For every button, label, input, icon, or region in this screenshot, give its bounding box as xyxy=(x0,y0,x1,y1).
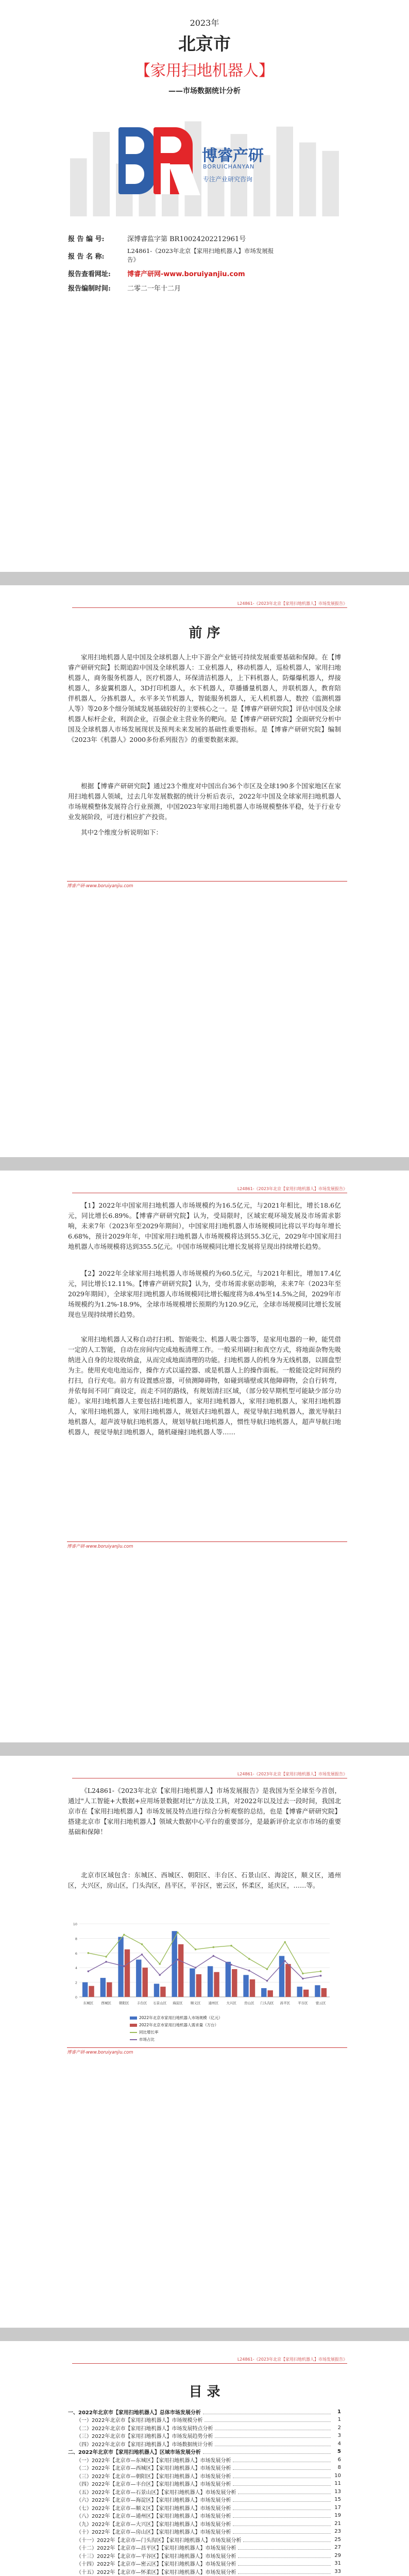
toc-entry-page: 27 xyxy=(334,2545,341,2550)
legend-item xyxy=(130,2015,284,2021)
line-series-share-point xyxy=(159,1974,161,1976)
toc-leader-dots xyxy=(233,2497,331,2502)
line-series-share-point xyxy=(123,1965,125,1968)
toc-entry-title: （三）2022年北京市【家用扫地机器人】市场发展趋势分析 xyxy=(76,2434,213,2439)
line-series-growth-point xyxy=(123,1934,125,1936)
toc-entry-page: 3 xyxy=(337,2433,341,2438)
line-series-growth-point xyxy=(284,1941,286,1943)
page-header: L24861-《2023年北京【家用扫地机器人】市场发展报告》 xyxy=(72,1771,347,1778)
x-tick-label: 房山区 xyxy=(244,2001,254,2005)
page-separator xyxy=(0,572,409,585)
bar-series-2 xyxy=(303,1990,309,1997)
toc-leader-dots xyxy=(233,2473,331,2478)
page-separator xyxy=(0,1742,409,1756)
info-row xyxy=(68,245,346,266)
product-description-paragraph: 家用扫地机器人又称自动打扫机、智能吸尘、机器人吸尘器等，是家用电器的一种，能凭借一定的人工智能，自动在房间内完成地板清理工作。一般采用刷扫和真空方式，将地面杂物先吸纳进入自身的垃圾收纳盒，从而完成地面清理的功能。扫地机器人的机身为无线机器，以圆盘型为主。使用充电电池运作，操作方式以遥控器、或是机器人上的操作面板。一般能设定时间预约打扫，自行充电。前方有设置感应器，可侦测障碍物，如碰到墙壁或其他障碍物，会自行转弯，并依每间不同厂商设定，而走不同的路线，有规划清扫区域，（部分较早期机型可能缺少部分功能）。家用扫地机器人主要包括扫地机器人，家用扫地机器人，家用扫地机器人，家用扫地机器人，家用扫地机器人，家用扫地机器人，规划式扫地机器人，视觉导航扫地机器人，激光导航扫地机器人，超声波导航扫地机器人，规划导航扫地机器人，惯性导航扫地机器人，超声导航扫地机器人，视觉导航扫地机器人，随机碰撞扫地机器人等…… xyxy=(68,1335,341,1436)
info-value: 二零二一年十二月 xyxy=(127,284,181,293)
brand-logo xyxy=(118,127,294,194)
legend-item xyxy=(130,2022,284,2028)
bar-series-1 xyxy=(243,1975,248,1997)
legend-label: 2022年北京市家用扫地机器人市场规模（亿元） xyxy=(139,2015,223,2020)
x-tick-label: 顺义区 xyxy=(190,2001,201,2005)
line-series-growth-point xyxy=(177,1931,179,1934)
toc-entry[interactable] xyxy=(68,2456,341,2463)
cover-city: 北京市 xyxy=(178,34,231,55)
toc-leader-dots xyxy=(233,2529,331,2534)
line-series-growth-point xyxy=(266,1968,268,1970)
toc-leader-dots xyxy=(238,2553,331,2558)
page-header: L24861-《2023年北京【家用扫地机器人】市场发展报告》 xyxy=(72,601,347,608)
toc-entry[interactable] xyxy=(68,2544,341,2551)
toc-entry-title: 一、2022年北京市【家用扫地机器人】总体市场发展分析 xyxy=(68,2410,201,2416)
info-label: 报 告 名 称: xyxy=(68,252,105,261)
info-row xyxy=(68,280,346,295)
info-row xyxy=(68,231,346,245)
legend-swatch xyxy=(130,2024,137,2027)
toc-entry[interactable] xyxy=(68,2552,341,2559)
region-chart xyxy=(68,1920,341,2043)
cover-info-block xyxy=(68,231,346,295)
toc-entry[interactable] xyxy=(68,2464,341,2471)
toc-entry-title: （二）2022年北京市【家用扫地机器人】市场发展特点分析 xyxy=(76,2426,213,2432)
y-tick-label: 8 xyxy=(75,1937,77,1941)
bar-series-2 xyxy=(285,1964,291,1997)
line-series-share-point xyxy=(177,1959,179,1961)
toc-entry-title: （四）2022年【北京市—丰台区】【家用扫地机器人】市场发展分析 xyxy=(76,2482,231,2487)
toc-entry[interactable] xyxy=(68,2432,341,2439)
x-tick-label: 丰台区 xyxy=(137,2001,147,2005)
toc-entry-page: 19 xyxy=(334,2513,341,2518)
bar-series-2 xyxy=(214,1972,219,1997)
toc-leader-dots xyxy=(238,2569,331,2574)
cover-subtitle: ——市场数据统计分析 xyxy=(168,87,241,95)
preface-title: 前 序 xyxy=(189,625,220,641)
bar-series-1 xyxy=(208,1966,213,1997)
toc-entry[interactable] xyxy=(68,2480,341,2487)
toc-entry-title: （四）2022年北京市【家用扫地机器人】市场数据统计分析 xyxy=(76,2442,213,2448)
bar-series-2 xyxy=(125,1950,130,1997)
toc-entry[interactable] xyxy=(68,2448,341,2455)
toc-entry[interactable] xyxy=(68,2424,341,2431)
preface-paragraph-2: 根据【博睿产研研究院】通过23个维度对中国出台36个市区及全球190多个国家地区在家用扫地机器人领域，过去几年发展数据的统计分析后表示，2022年中国及全球家用扫地机器人市场规模整体发展符合行业预测，中国2023年家用扫地机器人市场规模整体平稳，处于行业专业发展阶段，可进行相应扩产投资。 xyxy=(68,782,341,821)
toc-entry-page: 29 xyxy=(334,2552,341,2558)
toc-entry[interactable] xyxy=(68,2488,341,2495)
info-value-link[interactable]: 博睿产研网-www.boruiyanjiu.com xyxy=(127,270,245,278)
bar-series-1 xyxy=(261,1988,266,1997)
toc-leader-dots xyxy=(203,2410,331,2414)
toc-title: 目 录 xyxy=(189,2384,220,2400)
toc-leader-dots xyxy=(233,2521,331,2526)
legend-item xyxy=(130,2037,284,2042)
toc-entry-title: （十四）2022年【北京市—密云区】【家用扫地机器人】市场发展分析 xyxy=(76,2562,236,2567)
y-tick-label: 10 xyxy=(73,1922,77,1926)
toc-entry-page: 2 xyxy=(337,2425,341,2431)
bar-series-1 xyxy=(315,1985,320,1997)
toc-entry-title: （十三）2022年【北京市—平谷区】【家用扫地机器人】市场发展分析 xyxy=(76,2553,236,2560)
bar-series-2 xyxy=(143,1968,148,1997)
page-separator xyxy=(0,2328,409,2341)
x-tick-label: 石景山区 xyxy=(153,2001,167,2005)
toc-entry[interactable] xyxy=(68,2512,341,2519)
toc-leader-dots xyxy=(233,2513,331,2518)
cover-background-bar xyxy=(299,143,316,217)
toc-entry[interactable] xyxy=(68,2520,341,2527)
line-series-share-point xyxy=(284,1960,286,1962)
toc-leader-dots xyxy=(215,2426,331,2430)
cover-background-bar xyxy=(93,132,110,216)
bar-series-1 xyxy=(297,1987,302,1997)
line-series-share-point xyxy=(195,1967,197,1969)
bar-series-2 xyxy=(160,1987,165,1997)
info-value: L24861-《2023年北京【家用扫地机器人】市场发展报告》 xyxy=(127,247,274,263)
toc-entry-page: 17 xyxy=(334,2504,341,2511)
bar-series-2 xyxy=(107,1982,112,1997)
preface-paragraph-3: 其中2个维度分析说明如下： xyxy=(81,828,162,836)
cover-graphic xyxy=(67,106,342,216)
region-page xyxy=(0,1756,409,2328)
x-tick-label: 门头沟区 xyxy=(260,2001,274,2005)
info-label: 报告编制时间: xyxy=(68,284,111,293)
brand-name-en: BORUICHANYAN xyxy=(203,163,255,170)
bar-series-2 xyxy=(232,1969,237,1997)
bar-series-2 xyxy=(89,1986,94,1997)
info-label: 报告查看网址: xyxy=(68,270,111,278)
toc-entry-page: 1 xyxy=(337,2409,341,2415)
brand-slogan: 专注产业研究咨询 xyxy=(203,176,253,183)
bar-series-1 xyxy=(154,1984,159,1997)
toc-page xyxy=(0,2341,409,2576)
bar-series-2 xyxy=(196,1974,201,1997)
toc-entry-title: 二、2022年北京市【家用扫地机器人】区域市场发展分析 xyxy=(68,2450,201,2455)
region-chart-canvas xyxy=(68,1920,341,2012)
brand-name-cn: 博睿产研 xyxy=(202,147,264,165)
toc-leader-dots xyxy=(233,2465,331,2470)
toc-leader-dots xyxy=(238,2489,331,2494)
bar-series-1 xyxy=(100,1978,106,1997)
toc-entry-page: 33 xyxy=(334,2568,341,2574)
line-series-growth-point xyxy=(141,1943,143,1945)
toc-entry-title: （五）2022年【北京市—石景山区】【家用扫地机器人】市场发展分析 xyxy=(76,2489,236,2496)
toc-entry-title: （一）2022年【北京市—东城区】【家用扫地机器人】市场发展分析 xyxy=(76,2458,231,2464)
global-market-paragraph: 【2】2022年全球家用扫地机器人市场规模约为60.5亿元，与2021年相比，增加17.4亿元，同比增长12.11%。【博睿产研研究院】认为，受市场需求驱动影响，未来7年（2023年至2029年期间），全球家用扫地机器人市场规模同比增长幅度将为8.4%至14.5%之间，2029年市场规模约为1.2%-18.9%，全球市场规模增长预期约为120.9亿元，全球市场规模同比增长发展现也呈现持续增长趋势。 xyxy=(68,1269,341,1318)
page-footer: 博睿产研-www.boruiyanjiu.com xyxy=(67,881,347,889)
preface-paragraph-1: 家用扫地机器人是中国及全球机器人上中下游全产业链可持续发展重要基础和保障。在【博睿产研研究院】长期追踪中国及全球机器人：工业机器人，移动机器人，巡检机器人，家用扫地机器人，商务服务机器人，医疗机器人，环保清洁机器人，上下料机器人，防爆爆机器人，焊接机器人，多旋翼机器人，3D打印机器人，水下机器人，草播播量机器人，并联机器人，教育陪伴机器人，分拣机器人，水平多关节机器人，智能服务机器人，无人机机器人，数控（监测机器人等）等20多个细分领域发展基础较好的主要核心之一。是【博睿产研研究院】评估中国及全球机器人标杆企业，利润企业，百强企业主营业务的靶向。是【博睿产研研究院】全面研究分析中国及全球机器人市场发展现状及预判未来发展的基础性重要指标。是【博睿产研研究院】编制《2023年《机器人》2000多份系列报告》的重要数据来源。 xyxy=(68,653,341,743)
toc-entry-title: （十一）2022年【北京市—门头沟区】【家用扫地机器人】市场发展分析 xyxy=(76,2537,242,2544)
toc-entry-title: （三）2022年【北京市—朝阳区】【家用扫地机器人】市场发展分析 xyxy=(76,2473,231,2480)
cover-background-bar xyxy=(322,151,339,216)
info-row xyxy=(68,266,346,280)
toc-entry[interactable] xyxy=(68,2504,341,2511)
preface-page xyxy=(0,585,409,1157)
y-tick-label: 6 xyxy=(75,1951,77,1956)
cover-year: 2023年 xyxy=(190,18,219,28)
line-series-growth-point xyxy=(230,1945,232,1947)
toc-entry-title: （二）2022年【北京市—西城区】【家用扫地机器人】市场发展分析 xyxy=(76,2466,231,2471)
toc-entry-title: （九）2022年【北京市—大兴区】【家用扫地机器人】市场发展分析 xyxy=(76,2521,231,2528)
x-tick-label: 大兴区 xyxy=(226,2001,236,2005)
x-tick-label: 平谷区 xyxy=(298,2001,308,2005)
line-series-share-point xyxy=(266,1980,268,1982)
toc-entry[interactable] xyxy=(68,2536,341,2543)
toc-entry-page: 13 xyxy=(334,2488,341,2495)
info-value: 深博睿监字第 BR10024202212961号 xyxy=(127,235,246,243)
toc-entry[interactable] xyxy=(68,2528,341,2535)
toc-leader-dots xyxy=(233,2505,331,2510)
toc-entry-page: 11 xyxy=(334,2481,341,2486)
toc-entry-title: （十五）2022年【北京市—怀柔区】【家用扫地机器人】市场发展分析 xyxy=(76,2569,236,2575)
bar-series-1 xyxy=(118,1937,123,1997)
toc-entry-page: 4 xyxy=(337,2441,341,2447)
legend-label: 市场占比 xyxy=(139,2037,155,2042)
toc-entry[interactable] xyxy=(68,2440,341,2447)
line-series-share-point xyxy=(213,1955,215,1957)
cover-background-bar xyxy=(70,158,87,216)
toc-entry-page: 23 xyxy=(334,2529,341,2534)
toc-leader-dots xyxy=(203,2449,331,2454)
line-series-growth-point xyxy=(248,1958,250,1960)
toc-entry-title: （八）2022年【北京市—通州区】【家用扫地机器人】市场发展分析 xyxy=(76,2514,231,2519)
toc-entry-page: 1 xyxy=(337,2417,341,2422)
line-series-share-point xyxy=(105,1961,107,1963)
bar-series-2 xyxy=(250,1979,255,1997)
line-series-growth-point xyxy=(320,1971,322,1973)
line-series-share-point xyxy=(248,1970,250,1972)
page-header: L24861-《2023年北京【家用扫地机器人】市场发展报告》 xyxy=(72,1186,347,1193)
cover-page xyxy=(0,0,409,572)
line-series-growth-point xyxy=(159,1963,161,1965)
bar-series-1 xyxy=(136,1960,141,1997)
x-tick-label: 朝阳区 xyxy=(119,2001,129,2005)
toc-entry-title: （七）2022年【北京市—顺义区】【家用扫地机器人】市场发展分析 xyxy=(76,2505,231,2512)
market-size-page xyxy=(0,1171,409,1742)
legend-item xyxy=(130,2029,284,2035)
line-series-growth-point xyxy=(88,1952,90,1954)
toc-leader-dots xyxy=(233,2458,331,2462)
toc-leader-dots xyxy=(238,2545,331,2550)
region-list-paragraph: 北京市区域包含：东城区、西城区、朝阳区、丰台区、石景山区、海淀区，顺义区，通州区，大兴区，房山区，门头沟区，昌平区，平谷区，密云区，怀柔区，延庆区，……等。 xyxy=(68,1871,341,1889)
toc-entry-page: 5 xyxy=(337,2449,341,2454)
toc-entry-page: 10 xyxy=(334,2472,341,2479)
x-tick-label: 东城区 xyxy=(83,2001,94,2005)
line-series-share-point xyxy=(88,1971,90,1973)
page-footer: 博睿产研-www.boruiyanjiu.com xyxy=(67,2047,347,2055)
y-tick-label: 2 xyxy=(75,1980,77,1985)
bar-series-2 xyxy=(321,1988,327,1997)
line-series-growth-point xyxy=(213,1946,215,1948)
toc-entry-title: （十二）2022年【北京市—昌平区】【家用扫地机器人】市场发展分析 xyxy=(76,2546,236,2551)
x-tick-label: 通州区 xyxy=(208,2001,219,2005)
y-tick-label: 4 xyxy=(75,1966,77,1971)
toc-entry-page: 31 xyxy=(334,2561,341,2566)
toc-entry[interactable] xyxy=(68,2472,341,2479)
page-footer: 博睿产研-www.boruiyanjiu.com xyxy=(67,1541,347,1549)
toc-leader-dots xyxy=(204,2417,331,2422)
toc-leader-dots xyxy=(215,2433,331,2438)
info-label: 报 告 编 号: xyxy=(68,235,105,243)
line-series-growth-point xyxy=(195,1948,197,1951)
logo-mark xyxy=(118,127,196,194)
legend-swatch xyxy=(130,2016,137,2020)
cover-product: 【家用扫地机器人】 xyxy=(135,62,274,80)
toc-entry[interactable] xyxy=(68,2560,341,2567)
chart-legend xyxy=(130,2015,284,2042)
toc-entry-page: 15 xyxy=(334,2497,341,2502)
x-tick-label: 昌平区 xyxy=(280,2001,290,2005)
x-tick-label: 海淀区 xyxy=(173,2001,183,2005)
line-series-share-point xyxy=(141,1954,143,1956)
page-header: L24861-《2023年北京【家用扫地机器人】市场发展报告》 xyxy=(72,2357,347,2364)
toc-entry-title: （六）2022年【北京市—海淀区】【家用扫地机器人】市场发展分析 xyxy=(76,2498,231,2503)
line-series-growth-point xyxy=(302,1973,304,1975)
line-series-growth-point xyxy=(105,1956,107,1958)
toc-entry-title: （一）2022年北京市【家用扫地机器人】市场规模分析 xyxy=(76,2418,203,2424)
legend-label: 2022年北京市家用扫地机器人需求量（万台） xyxy=(139,2023,219,2027)
line-series-share-point xyxy=(320,1975,322,1977)
toc-entry[interactable] xyxy=(68,2496,341,2503)
legend-swatch xyxy=(130,2032,137,2033)
domestic-market-paragraph: 【1】2022年中国家用扫地机器人市场规模约为16.5亿元，与2021年相比，增长18.6亿元，同比增长6.89%。【博睿产研研究院】认为，受局限时，区域宏观环境发展及市场需求影响，未来7年（2023年至2029年期间），中国家用扫地机器人市场规模同比将以平均每年增长6.68%，预计2029年年，中国家用扫地机器人市场规模将达到55.3亿元，2029年中国家用扫地机器人市场规模将达到355.5亿元。中国市场规模同比增长发展将呈现出持续增长趋势。 xyxy=(68,1201,341,1250)
toc-entry-page: 8 xyxy=(337,2465,341,2470)
toc-entry-title: （十）2022年【北京市—房山区】【家用扫地机器人】市场发展分析 xyxy=(76,2530,231,2535)
toc-entry[interactable] xyxy=(68,2408,341,2415)
y-tick-label: 0 xyxy=(75,1995,77,1999)
toc-entry-page: 6 xyxy=(337,2456,341,2463)
toc-entry[interactable] xyxy=(68,2416,341,2424)
report-intro-paragraph: 《L24861-《2023年北京【家用扫地机器人】市场发展报告》是我国为至全球至今首创，通过"人工智能+大数据+应用场景数据对比"方法及工具，对2022年以及过去一段时间，我国北京市在【家用扫地机器人】市场发展及特点进行综合分析观察的总结，也是【博睿产研研究院】搭建北京市【家用扫地机器人】领域大数据中心平台的重要部分，是最新评价北京市市场的重要基础和保障！ xyxy=(68,1787,341,1836)
legend-label: 同比增长率 xyxy=(139,2030,159,2035)
toc-leader-dots xyxy=(243,2537,331,2542)
toc-entry-page: 21 xyxy=(334,2520,341,2527)
bar-series-2 xyxy=(268,1990,273,1997)
x-tick-label: 西城区 xyxy=(101,2001,111,2005)
line-series-share-point xyxy=(230,1964,232,1966)
toc-leader-dots xyxy=(215,2442,331,2446)
toc-entry[interactable] xyxy=(68,2568,341,2575)
bar-series-1 xyxy=(82,1982,88,1997)
x-tick-label: 密云区 xyxy=(315,2001,326,2005)
bar-series-2 xyxy=(178,1944,183,1997)
bar-series-1 xyxy=(226,1962,231,1997)
line-series-share-point xyxy=(302,1978,304,1980)
toc-leader-dots xyxy=(238,2561,331,2566)
page-separator xyxy=(0,1157,409,1171)
toc-entry-page: 25 xyxy=(334,2536,341,2543)
legend-swatch xyxy=(130,2039,137,2040)
bar-series-1 xyxy=(190,1969,195,1997)
toc-leader-dots xyxy=(233,2481,331,2486)
